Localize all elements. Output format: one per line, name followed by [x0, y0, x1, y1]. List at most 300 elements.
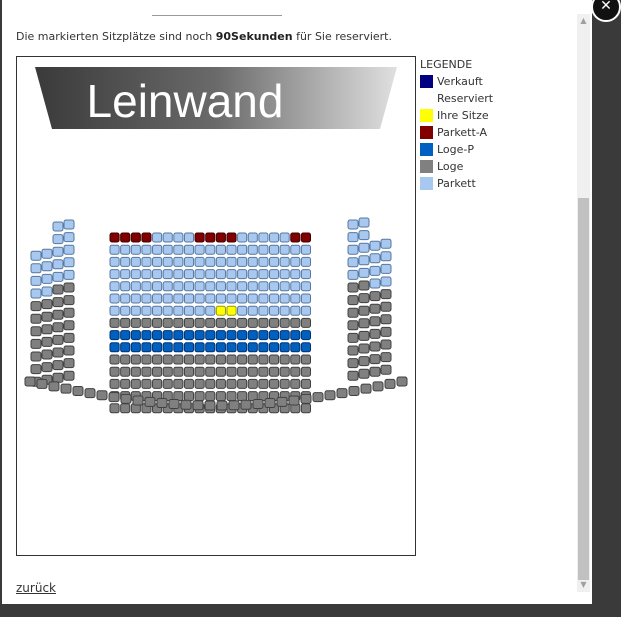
seat[interactable]	[370, 254, 380, 263]
seat[interactable]	[184, 257, 193, 266]
seat[interactable]	[174, 367, 183, 376]
seat[interactable]	[53, 260, 63, 269]
seat[interactable]	[248, 343, 257, 352]
seat[interactable]	[174, 245, 183, 254]
seat[interactable]	[195, 282, 204, 291]
seat[interactable]	[265, 399, 275, 408]
seat[interactable]	[216, 343, 225, 352]
scrollbar[interactable]	[577, 14, 590, 592]
seat[interactable]	[195, 306, 204, 315]
seat[interactable]	[248, 306, 257, 315]
seat[interactable]	[53, 247, 63, 256]
seat[interactable]	[206, 233, 215, 242]
seat[interactable]	[153, 379, 162, 388]
seat[interactable]	[121, 306, 130, 315]
seat[interactable]	[359, 294, 369, 303]
close-icon[interactable]: ✕	[591, 0, 621, 22]
seat[interactable]	[259, 282, 268, 291]
seat[interactable]	[238, 245, 247, 254]
seat[interactable]	[64, 296, 74, 305]
seat[interactable]	[348, 233, 358, 242]
seat[interactable]	[195, 355, 204, 364]
seat[interactable]	[259, 343, 268, 352]
seat[interactable]	[195, 392, 204, 401]
seat[interactable]	[142, 294, 151, 303]
seat[interactable]	[291, 318, 300, 327]
seat[interactable]	[280, 331, 289, 340]
seat[interactable]	[195, 318, 204, 327]
seat[interactable]	[153, 343, 162, 352]
seat[interactable]	[238, 270, 247, 279]
seat[interactable]	[216, 257, 225, 266]
seat[interactable]	[174, 257, 183, 266]
seat[interactable]	[195, 257, 204, 266]
seat[interactable]	[269, 233, 278, 242]
seat[interactable]	[259, 306, 268, 315]
seat[interactable]	[238, 282, 247, 291]
seat[interactable]	[42, 337, 52, 346]
seat[interactable]	[227, 245, 236, 254]
seat[interactable]	[193, 401, 203, 410]
seat[interactable]	[361, 384, 371, 393]
seat[interactable]	[53, 323, 63, 332]
seat[interactable]	[31, 251, 41, 260]
seat[interactable]	[238, 355, 247, 364]
seat[interactable]	[227, 355, 236, 364]
selected-seat[interactable]	[216, 306, 225, 315]
seat[interactable]	[53, 285, 63, 294]
seat[interactable]	[153, 331, 162, 340]
seat[interactable]	[381, 239, 391, 248]
seat[interactable]	[184, 270, 193, 279]
seat[interactable]	[359, 268, 369, 277]
seat[interactable]	[259, 257, 268, 266]
seat[interactable]	[337, 389, 347, 398]
seat[interactable]	[110, 294, 119, 303]
seat[interactable]	[153, 355, 162, 364]
seat[interactable]	[31, 365, 41, 374]
seat[interactable]	[269, 306, 278, 315]
seat[interactable]	[359, 331, 369, 340]
seat[interactable]	[163, 331, 172, 340]
seat[interactable]	[121, 245, 130, 254]
seat[interactable]	[301, 355, 310, 364]
seat[interactable]	[248, 257, 257, 266]
seat[interactable]	[216, 379, 225, 388]
seat[interactable]	[280, 343, 289, 352]
seat[interactable]	[64, 245, 74, 254]
seat[interactable]	[206, 257, 215, 266]
seat[interactable]	[121, 257, 130, 266]
seat[interactable]	[206, 294, 215, 303]
seat[interactable]	[301, 306, 310, 315]
seat[interactable]	[348, 308, 358, 317]
seat[interactable]	[291, 270, 300, 279]
seat[interactable]	[348, 245, 358, 254]
seat[interactable]	[359, 344, 369, 353]
seat[interactable]	[248, 245, 257, 254]
seat[interactable]	[301, 318, 310, 327]
seat[interactable]	[227, 392, 236, 401]
seat[interactable]	[64, 270, 74, 279]
seat[interactable]	[110, 233, 119, 242]
seat[interactable]	[381, 290, 391, 299]
seat[interactable]	[174, 233, 183, 242]
seat[interactable]	[216, 367, 225, 376]
seat[interactable]	[280, 355, 289, 364]
seat[interactable]	[280, 257, 289, 266]
seat[interactable]	[206, 306, 215, 315]
seat[interactable]	[42, 312, 52, 321]
seat[interactable]	[291, 233, 300, 242]
seat[interactable]	[370, 241, 380, 250]
seat[interactable]	[110, 245, 119, 254]
seat[interactable]	[280, 245, 289, 254]
seat[interactable]	[145, 397, 155, 406]
seat[interactable]	[385, 379, 395, 388]
seat[interactable]	[121, 343, 130, 352]
seat[interactable]	[184, 282, 193, 291]
seat[interactable]	[370, 279, 380, 288]
seat[interactable]	[184, 343, 193, 352]
seat[interactable]	[248, 294, 257, 303]
seat[interactable]	[97, 391, 107, 400]
seat[interactable]	[259, 355, 268, 364]
seat[interactable]	[248, 233, 257, 242]
seat[interactable]	[31, 289, 41, 298]
seat[interactable]	[291, 355, 300, 364]
seat[interactable]	[248, 355, 257, 364]
seat[interactable]	[64, 258, 74, 267]
seat[interactable]	[280, 318, 289, 327]
seat[interactable]	[131, 318, 140, 327]
seat[interactable]	[238, 306, 247, 315]
seat[interactable]	[121, 294, 130, 303]
seat[interactable]	[227, 270, 236, 279]
seat[interactable]	[142, 355, 151, 364]
seat[interactable]	[291, 294, 300, 303]
seat[interactable]	[216, 392, 225, 401]
seat[interactable]	[110, 318, 119, 327]
seat[interactable]	[301, 404, 310, 413]
seat[interactable]	[381, 340, 391, 349]
seat[interactable]	[269, 270, 278, 279]
seat[interactable]	[184, 245, 193, 254]
seat[interactable]	[31, 327, 41, 336]
seat[interactable]	[184, 379, 193, 388]
seat[interactable]	[110, 270, 119, 279]
seat[interactable]	[131, 306, 140, 315]
seat[interactable]	[184, 331, 193, 340]
seat[interactable]	[381, 365, 391, 374]
seat[interactable]	[195, 270, 204, 279]
seat[interactable]	[370, 342, 380, 351]
seat[interactable]	[163, 245, 172, 254]
seat[interactable]	[291, 367, 300, 376]
seat[interactable]	[195, 331, 204, 340]
seat[interactable]	[259, 233, 268, 242]
seat[interactable]	[248, 282, 257, 291]
seat[interactable]	[142, 343, 151, 352]
seat[interactable]	[64, 321, 74, 330]
seat[interactable]	[53, 361, 63, 370]
selected-seat[interactable]	[227, 306, 236, 315]
seat[interactable]	[289, 396, 299, 405]
seat[interactable]	[269, 331, 278, 340]
seat[interactable]	[42, 350, 52, 359]
seat[interactable]	[174, 343, 183, 352]
seat[interactable]	[216, 233, 225, 242]
seat[interactable]	[359, 369, 369, 378]
seat[interactable]	[348, 346, 358, 355]
seat[interactable]	[227, 233, 236, 242]
seat[interactable]	[359, 306, 369, 315]
seat[interactable]	[131, 379, 140, 388]
seat[interactable]	[269, 257, 278, 266]
seat[interactable]	[153, 233, 162, 242]
seat[interactable]	[359, 231, 369, 240]
seat[interactable]	[64, 308, 74, 317]
seat[interactable]	[121, 270, 130, 279]
seat[interactable]	[109, 393, 119, 402]
seat[interactable]	[381, 264, 391, 273]
seat[interactable]	[184, 318, 193, 327]
scroll-down-arrow-icon[interactable]: ▼	[580, 580, 587, 589]
seat[interactable]	[195, 233, 204, 242]
seat[interactable]	[238, 367, 247, 376]
seat[interactable]	[206, 367, 215, 376]
seat[interactable]	[280, 270, 289, 279]
seat[interactable]	[349, 386, 359, 395]
seat[interactable]	[110, 355, 119, 364]
seat[interactable]	[370, 292, 380, 301]
seat[interactable]	[110, 343, 119, 352]
seat[interactable]	[359, 281, 369, 290]
seat[interactable]	[301, 282, 310, 291]
seat[interactable]	[348, 321, 358, 330]
seat[interactable]	[269, 367, 278, 376]
seat[interactable]	[42, 300, 52, 309]
seat[interactable]	[42, 287, 52, 296]
seat[interactable]	[153, 367, 162, 376]
seat[interactable]	[227, 331, 236, 340]
seat[interactable]	[121, 233, 130, 242]
seat[interactable]	[153, 245, 162, 254]
seat[interactable]	[216, 355, 225, 364]
seat[interactable]	[133, 396, 143, 405]
scroll-up-arrow-icon[interactable]: ▲	[580, 16, 587, 25]
seat[interactable]	[121, 318, 130, 327]
back-link[interactable]: zurück	[16, 581, 56, 595]
seat[interactable]	[248, 367, 257, 376]
seat[interactable]	[348, 283, 358, 292]
seat[interactable]	[142, 331, 151, 340]
seat[interactable]	[206, 318, 215, 327]
seat[interactable]	[163, 343, 172, 352]
seat[interactable]	[131, 282, 140, 291]
seat[interactable]	[359, 357, 369, 366]
seat[interactable]	[216, 331, 225, 340]
seat[interactable]	[259, 318, 268, 327]
seat[interactable]	[73, 386, 83, 395]
seat[interactable]	[227, 379, 236, 388]
seat[interactable]	[64, 220, 74, 229]
seat[interactable]	[31, 339, 41, 348]
seat[interactable]	[174, 355, 183, 364]
seat[interactable]	[381, 327, 391, 336]
seat[interactable]	[241, 400, 251, 409]
seat[interactable]	[142, 379, 151, 388]
seat[interactable]	[64, 333, 74, 342]
seat[interactable]	[42, 363, 52, 372]
seat[interactable]	[248, 318, 257, 327]
seat[interactable]	[216, 245, 225, 254]
seat[interactable]	[121, 331, 130, 340]
seat[interactable]	[163, 306, 172, 315]
seat[interactable]	[64, 359, 74, 368]
seat[interactable]	[184, 355, 193, 364]
seat[interactable]	[370, 367, 380, 376]
seat[interactable]	[169, 400, 179, 409]
seat[interactable]	[174, 306, 183, 315]
seat[interactable]	[153, 318, 162, 327]
seat[interactable]	[131, 367, 140, 376]
seat[interactable]	[238, 294, 247, 303]
seat[interactable]	[381, 252, 391, 261]
seat[interactable]	[64, 346, 74, 355]
seat[interactable]	[85, 389, 95, 398]
seat[interactable]	[291, 245, 300, 254]
seat[interactable]	[370, 304, 380, 313]
seat[interactable]	[216, 270, 225, 279]
seat[interactable]	[216, 318, 225, 327]
seat[interactable]	[157, 399, 167, 408]
seat[interactable]	[131, 233, 140, 242]
seat[interactable]	[206, 392, 215, 401]
seat[interactable]	[381, 302, 391, 311]
seat[interactable]	[206, 282, 215, 291]
seat[interactable]	[373, 382, 383, 391]
seat[interactable]	[248, 331, 257, 340]
seat[interactable]	[121, 404, 130, 413]
seat[interactable]	[110, 257, 119, 266]
seat[interactable]	[42, 325, 52, 334]
seat[interactable]	[291, 343, 300, 352]
seat[interactable]	[227, 318, 236, 327]
seat[interactable]	[381, 277, 391, 286]
seat[interactable]	[301, 245, 310, 254]
seat[interactable]	[31, 352, 41, 361]
seat[interactable]	[131, 343, 140, 352]
seat[interactable]	[131, 294, 140, 303]
seat[interactable]	[131, 245, 140, 254]
seat[interactable]	[142, 245, 151, 254]
seat[interactable]	[163, 379, 172, 388]
seat[interactable]	[348, 333, 358, 342]
seat[interactable]	[163, 355, 172, 364]
seat[interactable]	[291, 306, 300, 315]
seat[interactable]	[359, 319, 369, 328]
seat[interactable]	[110, 282, 119, 291]
scroll-thumb[interactable]	[578, 198, 589, 580]
seat[interactable]	[131, 270, 140, 279]
seat[interactable]	[163, 257, 172, 266]
seat[interactable]	[301, 233, 310, 242]
seat[interactable]	[142, 318, 151, 327]
seat[interactable]	[174, 318, 183, 327]
seat[interactable]	[42, 262, 52, 271]
seat[interactable]	[142, 270, 151, 279]
seat[interactable]	[301, 343, 310, 352]
seat[interactable]	[348, 258, 358, 267]
seat[interactable]	[238, 318, 247, 327]
seat[interactable]	[370, 266, 380, 275]
seat[interactable]	[259, 367, 268, 376]
seat[interactable]	[348, 270, 358, 279]
seat[interactable]	[174, 331, 183, 340]
seat[interactable]	[53, 310, 63, 319]
seat[interactable]	[313, 393, 323, 402]
seat[interactable]	[142, 306, 151, 315]
seat[interactable]	[248, 379, 257, 388]
seat[interactable]	[253, 400, 263, 409]
seat[interactable]	[163, 282, 172, 291]
seat[interactable]	[370, 355, 380, 364]
seat[interactable]	[110, 331, 119, 340]
seat[interactable]	[359, 256, 369, 265]
seat[interactable]	[348, 220, 358, 229]
seat[interactable]	[269, 282, 278, 291]
seat[interactable]	[181, 400, 191, 409]
seat[interactable]	[49, 382, 59, 391]
seat[interactable]	[25, 377, 35, 386]
seat[interactable]	[238, 379, 247, 388]
seat[interactable]	[131, 331, 140, 340]
seat[interactable]	[205, 401, 215, 410]
seat[interactable]	[121, 394, 131, 403]
seat[interactable]	[153, 306, 162, 315]
seat[interactable]	[53, 348, 63, 357]
seat[interactable]	[163, 270, 172, 279]
seat[interactable]	[110, 306, 119, 315]
seat[interactable]	[163, 233, 172, 242]
seat[interactable]	[227, 257, 236, 266]
seat[interactable]	[206, 245, 215, 254]
seat[interactable]	[238, 233, 247, 242]
seat[interactable]	[381, 353, 391, 362]
seat[interactable]	[131, 257, 140, 266]
seat[interactable]	[238, 392, 247, 401]
seat[interactable]	[291, 257, 300, 266]
seat[interactable]	[259, 270, 268, 279]
seat[interactable]	[269, 294, 278, 303]
seat[interactable]	[301, 257, 310, 266]
seat[interactable]	[301, 331, 310, 340]
seat[interactable]	[53, 335, 63, 344]
seat[interactable]	[370, 317, 380, 326]
seat[interactable]	[174, 282, 183, 291]
seat[interactable]	[259, 379, 268, 388]
seat[interactable]	[110, 379, 119, 388]
seat[interactable]	[325, 391, 335, 400]
seat[interactable]	[110, 404, 119, 413]
seat[interactable]	[269, 379, 278, 388]
seat[interactable]	[64, 233, 74, 242]
seat[interactable]	[206, 379, 215, 388]
seat[interactable]	[359, 218, 369, 227]
seat[interactable]	[163, 367, 172, 376]
seat[interactable]	[142, 257, 151, 266]
